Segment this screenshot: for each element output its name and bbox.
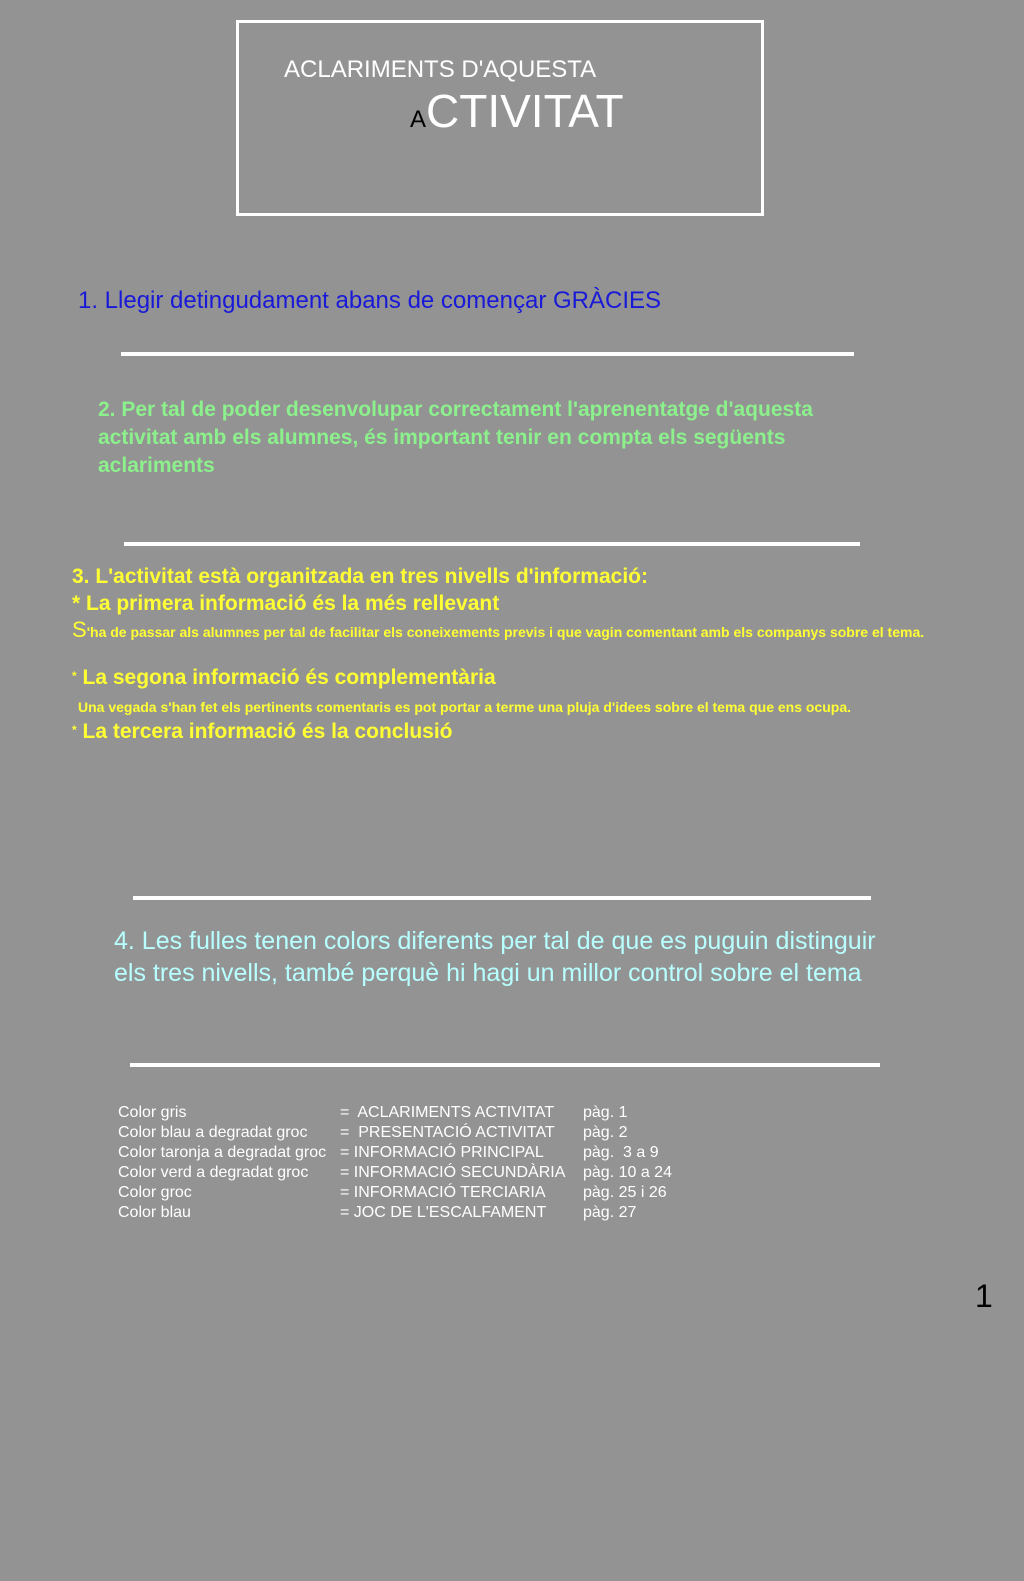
legend-color: Color groc [118, 1184, 192, 1201]
divider-2 [124, 542, 860, 546]
legend-row [118, 1163, 672, 1183]
legend-row [118, 1103, 628, 1123]
legend-page: pàg. 25 i 26 [583, 1184, 667, 1201]
divider-3 [133, 896, 871, 900]
legend-row [118, 1143, 659, 1163]
legend-row [118, 1183, 667, 1203]
legend-section: = PRESENTACIÓ ACTIVITAT [340, 1124, 555, 1141]
point-3-heading: 3. L'activitat està organitzada en tres nivells d'informació: [72, 565, 648, 588]
legend-color: Color blau a degradat groc [118, 1124, 308, 1141]
second-info-text: La segona informació és complementària [82, 666, 496, 689]
legend-row [118, 1203, 637, 1223]
legend-section: = INFORMACIÓ PRINCIPAL [340, 1144, 544, 1161]
title-line-1: ACLARIMENTS D'AQUESTA [284, 56, 597, 83]
legend-page: pàg. 1 [583, 1104, 628, 1121]
first-info-description [72, 617, 972, 642]
bullet-star: * [72, 723, 77, 737]
first-info-title: * La primera informació és la més rellevant [72, 592, 500, 615]
legend-page: pàg. 27 [583, 1204, 637, 1221]
legend-color: Color verd a degradat groc [118, 1164, 309, 1181]
first-desc-text: 'ha de passar als alumnes per tal de facilitar els coneixements previs i que vagin comentant amb els companys sobre el tema. [86, 624, 925, 640]
legend-page: pàg. 10 a 24 [583, 1164, 672, 1181]
second-info-title [72, 666, 496, 690]
legend-section: = INFORMACIÓ SECUNDÀRIA [340, 1164, 566, 1181]
third-info-text: La tercera informació és la conclusió [82, 720, 453, 743]
point-1: 1. Llegir detingudament abans de començar GRÀCIES [78, 287, 661, 314]
first-desc-initial: S [72, 617, 87, 642]
legend-section: = ACLARIMENTS ACTIVITAT [340, 1104, 555, 1121]
bullet-star: * [72, 669, 77, 683]
legend-page: pàg. 2 [583, 1124, 628, 1141]
divider-4 [130, 1063, 880, 1067]
legend-row [118, 1123, 628, 1143]
color-legend [118, 1103, 672, 1223]
legend-color: Color taronja a degradat groc [118, 1144, 327, 1161]
divider-1 [121, 352, 854, 356]
legend-section: = INFORMACIÓ TERCIARIA [340, 1184, 546, 1201]
title-line-2 [410, 84, 624, 138]
third-info-title [72, 720, 453, 744]
legend-color: Color gris [118, 1104, 187, 1121]
second-info-description: Una vegada s'han fet els pertinents comentaris es pot portar a terme una pluja d'idees sobre el tema que ens ocupa. [78, 699, 851, 715]
title-rest: CTIVITAT [426, 85, 624, 137]
point-4: 4. Les fulles tenen colors diferents per tal de que es puguin distinguir els tres nivells, també perquè hi hagi un millor control sobre el tema [114, 927, 876, 987]
point-2: 2. Per tal de poder desenvolupar correctament l'aprenentatge d'aquesta activitat amb els alumnes, és important tenir en compta els següents aclariments [98, 398, 813, 477]
legend-section: = JOC DE L'ESCALFAMENT [340, 1204, 547, 1221]
legend-color: Color blau [118, 1204, 191, 1221]
title-initial: A [410, 106, 427, 133]
page-number: 1 [975, 1278, 993, 1314]
legend-page: pàg. 3 a 9 [583, 1144, 659, 1161]
